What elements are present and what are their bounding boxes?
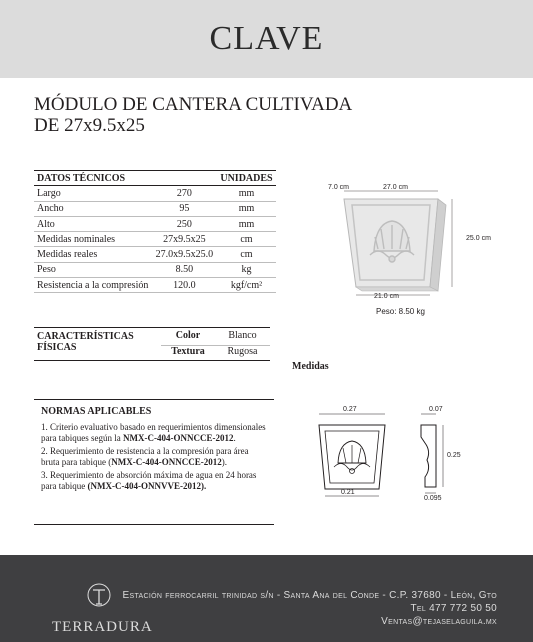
table-row <box>34 262 276 277</box>
characteristics-label <box>37 331 134 353</box>
photo-dim-length: 27.0 cm <box>383 184 408 191</box>
footer-email[interactable]: Ventas@tejaselaguila.mx <box>381 616 497 627</box>
spec-value: 27x9.5x25 <box>151 232 217 247</box>
table-row <box>34 186 276 201</box>
spec-value: 250 <box>151 216 217 231</box>
table-row <box>34 247 276 262</box>
drawing-dim-side-top: 0.07 <box>429 406 443 413</box>
spec-label: Ancho <box>34 201 151 216</box>
footer-phone: Tel 477 772 50 50 <box>410 603 497 614</box>
spec-unit: kgf/cm² <box>217 278 275 293</box>
photo-weight-label: Peso: 8.50 kg <box>376 307 425 316</box>
table-row <box>34 278 276 293</box>
table-row <box>34 232 276 247</box>
spec-label: Medidas reales <box>34 247 151 262</box>
spec-unit: mm <box>217 201 275 216</box>
normas-item-code: NMX-C-404-ONNCCE-2012 <box>122 432 234 443</box>
normas-item-end: ). <box>221 456 227 467</box>
color-value: Blanco <box>228 330 257 341</box>
specs-header-row <box>34 171 276 186</box>
normas-item <box>41 422 269 443</box>
spec-label: Resistencia a la compresión <box>34 278 151 293</box>
normas-item <box>41 470 269 491</box>
table-row <box>34 201 276 216</box>
characteristics-label-line1: CARACTERÍSTICAS <box>37 331 134 342</box>
medidas-label: Medidas <box>292 361 329 372</box>
texture-label: Textura <box>171 346 205 357</box>
product-title-line1: MÓDULO DE CANTERA CULTIVADA <box>34 94 353 115</box>
photo-dim-depth: 7.0 cm <box>328 184 350 191</box>
characteristics-box <box>34 327 270 361</box>
spec-unit: mm <box>217 186 275 201</box>
spec-value: 270 <box>151 186 217 201</box>
spec-value: 120.0 <box>151 278 217 293</box>
spec-unit: cm <box>217 247 275 262</box>
spec-label: Medidas nominales <box>34 232 151 247</box>
normas-title: NORMAS APLICABLES <box>41 406 152 417</box>
normas-item-text: 3. Requerimiento de absorción máxima de agua en 24 horas para tabique <box>41 470 257 491</box>
normas-item-text: 1. Criterio evaluativo basado en requerimientos dimensionales para tabiques según la <box>41 422 266 443</box>
drawing-dim-side-bottom: 0.095 <box>424 495 442 502</box>
product-title <box>34 94 352 136</box>
drawing-dim-side-height: 0.25 <box>447 452 461 459</box>
header-band <box>0 0 533 78</box>
texture-value: Rugosa <box>227 346 258 357</box>
drawing-dim-bottom: 0.21 <box>341 489 355 496</box>
color-label: Color <box>175 330 201 341</box>
spec-value: 8.50 <box>151 262 217 277</box>
product-title-line2: DE 27x9.5x25 <box>34 115 145 136</box>
photo-dim-height: 25.0 cm <box>466 235 491 242</box>
characteristics-row-color <box>161 330 270 346</box>
footer <box>0 555 533 642</box>
specs-table <box>34 170 276 293</box>
specs-header-label: DATOS TÉCNICOS <box>34 171 151 186</box>
normas-box <box>34 399 274 525</box>
characteristics-label-line2: FÍSICAS <box>37 342 77 353</box>
normas-item-end: . <box>233 432 236 443</box>
photo-dim-base: 21.0 cm <box>374 293 399 300</box>
characteristics-row-texture <box>161 346 270 361</box>
normas-item <box>41 446 269 467</box>
specs-header-units: UNIDADES <box>217 171 275 186</box>
normas-body <box>41 422 269 495</box>
brand-name: TERRADURA <box>52 619 153 635</box>
spec-label: Alto <box>34 216 151 231</box>
page-title: CLAVE <box>209 20 324 57</box>
spec-unit: cm <box>217 232 275 247</box>
spec-label: Peso <box>34 262 151 277</box>
spec-unit: kg <box>217 262 275 277</box>
spec-value: 27.0x9.5x25.0 <box>151 247 217 262</box>
specs-header-value <box>151 171 217 186</box>
footer-address: Estación ferrocarril trinidad s/n - Santa Ana del Conde - C.P. 37680 - León, Gto <box>122 590 497 601</box>
drawing-dim-top: 0.27 <box>343 406 357 413</box>
spec-value: 95 <box>151 201 217 216</box>
product-photo <box>326 183 476 323</box>
table-row <box>34 216 276 231</box>
spec-label: Largo <box>34 186 151 201</box>
brand-emblem-icon <box>85 581 113 611</box>
normas-item-code: NMX-C-404-ONNCCE-2012 <box>111 456 222 467</box>
spec-unit: mm <box>217 216 275 231</box>
normas-item-text: 2. Requerimiento de resistencia a la compresión para área bruta para tabique ( <box>41 446 249 467</box>
footer-contact <box>123 589 497 628</box>
normas-item-code: (NMX-C-404-ONNVVE-2012). <box>87 480 207 491</box>
